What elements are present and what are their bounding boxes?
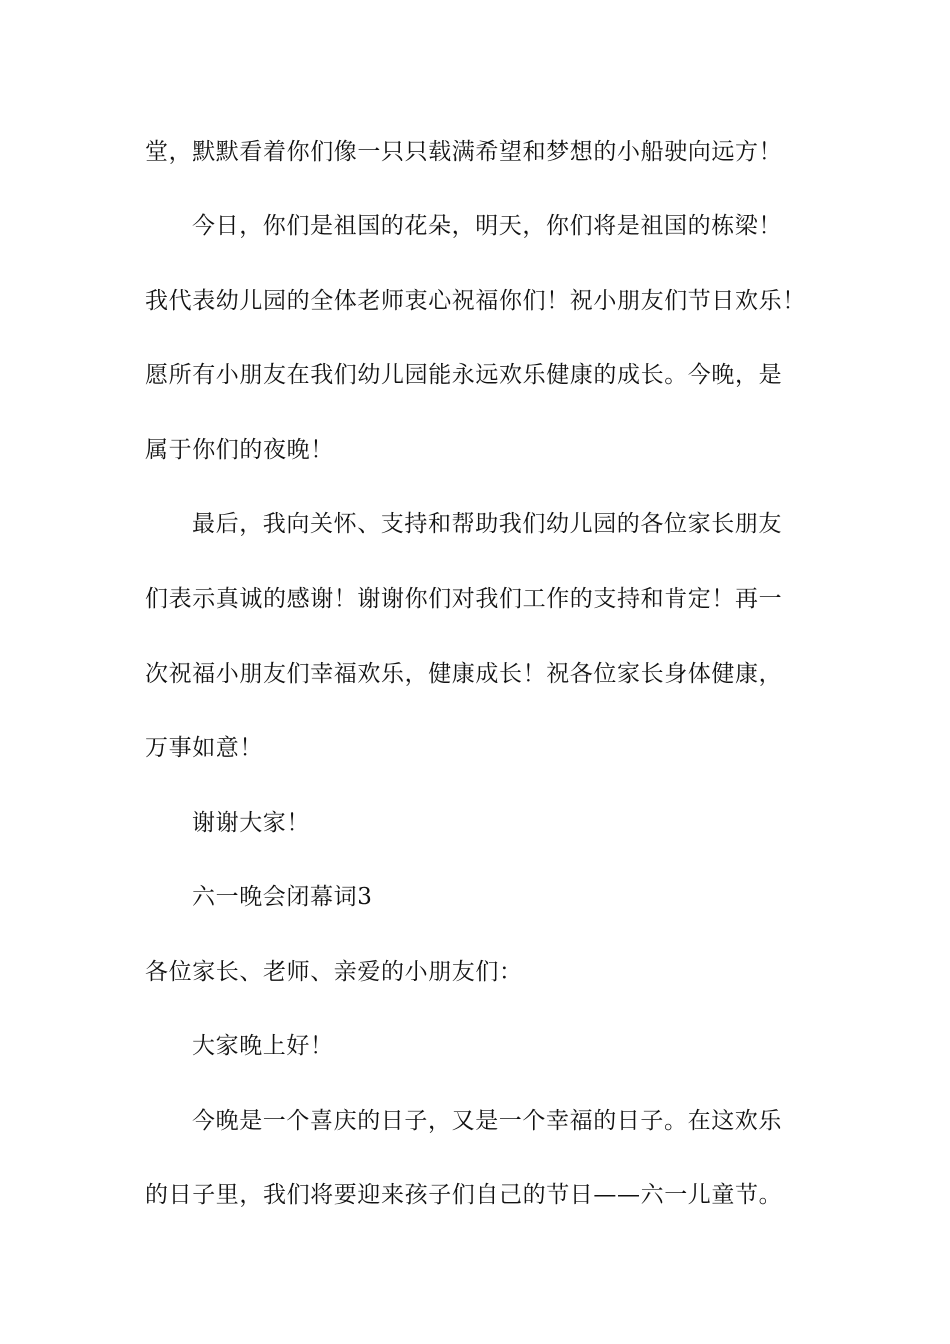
paragraph-line: 今晚是一个喜庆的日子，又是一个幸福的日子。在这欢乐 [192, 1108, 782, 1134]
paragraph-line: 最后，我向关怀、支持和帮助我们幼儿园的各位家长朋友 [192, 511, 782, 537]
salutation-line: 各位家长、老师、亲爱的小朋友们： [145, 959, 523, 985]
section-heading: 六一晚会闭幕词3 [192, 884, 373, 910]
text-line: 万事如意！ [145, 735, 263, 761]
text-line: 的日子里，我们将要迎来孩子们自己的节日——六一儿童节。 [145, 1182, 783, 1208]
paragraph-line: 谢谢大家！ [192, 810, 310, 836]
text-line: 堂，默默看着你们像一只只载满希望和梦想的小船驶向远方！ [145, 139, 783, 165]
greeting-line: 大家晚上好！ [192, 1033, 334, 1059]
text-line: 次祝福小朋友们幸福欢乐，健康成长！祝各位家长身体健康， [145, 661, 783, 687]
text-line: 愿所有小朋友在我们幼儿园能永远欢乐健康的成长。今晚，是 [145, 362, 783, 388]
paragraph-line: 今日，你们是祖国的花朵，明天，你们将是祖国的栋梁！ [192, 213, 782, 239]
text-line: 我代表幼儿园的全体老师衷心祝福你们！祝小朋友们节日欢乐！ [145, 288, 806, 314]
text-line: 属于你们的夜晚！ [145, 437, 334, 463]
text-line: 们表示真诚的感谢！谢谢你们对我们工作的支持和肯定！再一 [145, 586, 783, 612]
